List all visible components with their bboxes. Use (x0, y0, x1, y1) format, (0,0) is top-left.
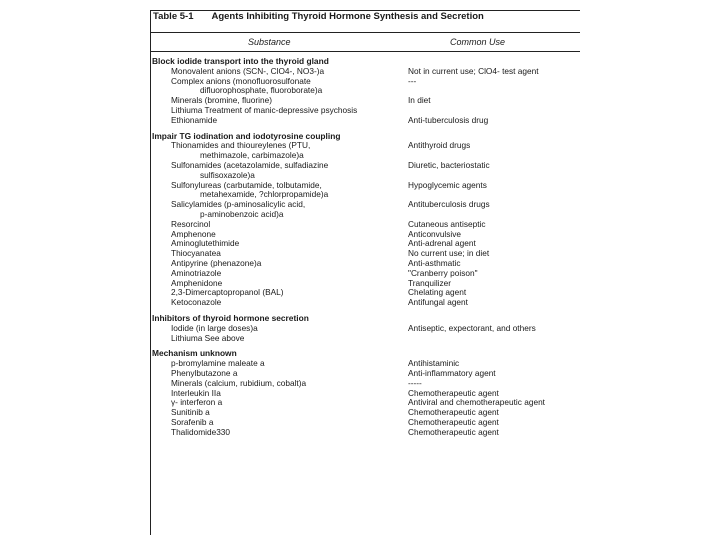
substance-cell: Antipyrine (phenazone)a (171, 257, 262, 268)
section-title: Block iodide transport into the thyroid gland (152, 56, 329, 66)
substance-cell: Thalidomide330 (171, 426, 231, 437)
common-use-cell: ----- (408, 377, 422, 388)
substance-cell: Monovalent anions (SCN-, ClO4-, NO3-)a (171, 65, 325, 76)
table-page (150, 10, 580, 535)
common-use-cell: --- (408, 75, 417, 86)
section-title: Impair TG iodination and iodotyrosine coupling (152, 130, 341, 141)
common-use-cell: Antituberculosis drugs (408, 199, 490, 210)
substance-cell: Sulfonamides (acetazolamide, sulfadiazine (171, 159, 329, 170)
substance-cell: Thionamides and thioureylenes (PTU, (171, 140, 311, 151)
substance-cell: Lithiuma See above (171, 332, 245, 343)
title-rule (150, 32, 580, 33)
common-use-cell: Anti-inflammatory agent (408, 367, 496, 378)
substance-cell: Interleukin IIa (171, 387, 221, 398)
substance-cell: p-bromylamine maleate a (171, 358, 265, 369)
substance-cell: 2,3-Dimercaptopropanol (BAL) (171, 287, 284, 298)
section-title: Inhibitors of thyroid hormone secretion (152, 312, 309, 323)
common-use-cell: Cutaneous antiseptic (408, 218, 486, 229)
table-row (150, 116, 580, 126)
substance-cell: γ- interferon a (171, 397, 223, 408)
common-use-cell: Not in current use; ClO4- test agent (408, 65, 539, 76)
table-row (150, 408, 580, 418)
common-use-cell: Chemotherapeutic agent (408, 426, 499, 437)
substance-cell: Minerals (bromine, fluorine) (171, 95, 272, 106)
substance-cell: difluorophosphate, fluoroborate)a (200, 85, 323, 96)
substance-cell: Complex anions (monofluorosulfonate (171, 75, 311, 86)
substance-cell: Aminotriazole (171, 267, 222, 278)
table-title (153, 11, 484, 22)
substance-cell: Sorafenib a (171, 416, 214, 427)
common-use-cell: Tranquilizer (408, 277, 452, 288)
table-row (150, 428, 580, 438)
substance-cell: sulfisoxazole)a (200, 169, 255, 180)
common-use-cell: Antihistaminic (408, 358, 460, 369)
table-row (150, 298, 580, 308)
substance-cell: metahexamide, ?chlorpropamide)a (200, 189, 329, 200)
table-row (150, 210, 580, 220)
common-use-cell: Antifungal agent (408, 297, 468, 308)
column-header-common-use: Common Use (450, 37, 506, 47)
common-use-cell: Chelating agent (408, 287, 467, 298)
common-use-cell: Anticonvulsive (408, 228, 462, 239)
table-label: Table 5-1 (153, 11, 194, 22)
substance-cell: Phenylbutazone a (171, 367, 238, 378)
common-use-cell: Anti-adrenal agent (408, 238, 476, 249)
common-use-cell: "Cranberry poison" (408, 267, 478, 278)
section-title: Mechanism unknown (152, 348, 237, 359)
table-caption: Agents Inhibiting Thyroid Hormone Synthesis and Secretion (211, 11, 484, 22)
substance-cell: p-aminobenzoic acid)a (200, 208, 284, 219)
substance-cell: Lithiuma Treatment of manic-depressive psychosis (171, 104, 358, 115)
substance-cell: Amphenidone (171, 277, 223, 288)
common-use-cell: Antiseptic, expectorant, and others (408, 322, 536, 333)
common-use-cell: Hypoglycemic agents (408, 179, 487, 190)
common-use-cell: Antiviral and chemotherapeutic agent (408, 397, 545, 408)
common-use-cell: Anti-tuberculosis drug (408, 114, 489, 125)
substance-cell: Salicylamides (p-aminosalicylic acid, (171, 199, 306, 210)
substance-cell: methimazole, carbimazole)a (200, 150, 304, 161)
common-use-cell: Chemotherapeutic agent (408, 407, 499, 418)
substance-cell: Iodide (in large doses)a (171, 322, 258, 333)
header-rule (150, 51, 580, 52)
substance-cell: Resorcinol (171, 218, 211, 229)
common-use-cell: In diet (408, 95, 431, 106)
substance-cell: Sulfonylureas (carbutamide, tolbutamide, (171, 179, 322, 190)
common-use-cell: No current use; in diet (408, 248, 490, 259)
column-header-substance: Substance (248, 37, 291, 47)
substance-cell: Ketoconazole (171, 297, 222, 308)
common-use-cell: Chemotherapeutic agent (408, 387, 499, 398)
table-row (150, 398, 580, 408)
common-use-cell: Chemotherapeutic agent (408, 416, 499, 427)
common-use-cell: Antithyroid drugs (408, 140, 471, 151)
substance-cell: Thiocyanatea (171, 248, 221, 259)
substance-cell: Ethionamide (171, 114, 218, 125)
table-row (150, 334, 580, 344)
common-use-cell: Diuretic, bacteriostatic (408, 159, 490, 170)
common-use-cell: Anti-asthmatic (408, 257, 461, 268)
substance-cell: Sunitinib a (171, 407, 210, 418)
substance-cell: Amphenone (171, 228, 216, 239)
substance-cell: Minerals (calcium, rubidium, cobalt)a (171, 377, 307, 388)
table-body (150, 57, 580, 437)
substance-cell: Aminoglutethimide (171, 238, 240, 249)
